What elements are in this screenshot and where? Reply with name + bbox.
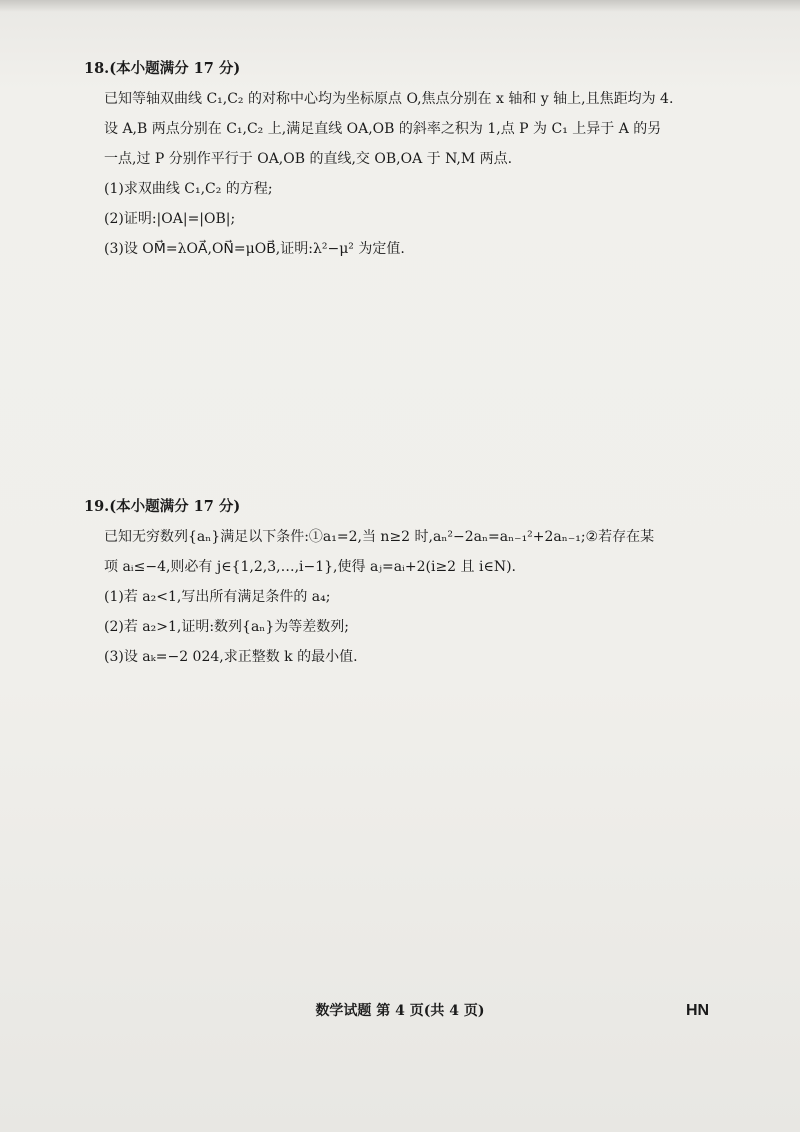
problem-header: 18.(本小题满分 17 分) [84,60,241,77]
problem-19 [84,496,724,668]
footer-region-code: HN [686,1002,710,1019]
sub-question: (2)若 a₂>1,证明:数列{aₙ}为等差数列; [104,619,349,635]
scan-edge-shadow [0,0,800,12]
problem-text-line: 设 A,B 两点分别在 C₁,C₂ 上,满足直线 OA,OB 的斜率之积为 1,点 P 为 C₁ 上异于 A 的另 [104,121,662,137]
problem-text-line: 一点,过 P 分别作平行于 OA,OB 的直线,交 OB,OA 于 N,M 两点. [104,151,513,167]
problem-18 [84,58,724,260]
problem-text-line: 项 aᵢ≤−4,则必有 j∈{1,2,3,…,i−1},使得 aⱼ=aᵢ+2(i≥2 且 i∈N). [104,559,516,575]
page-footer [0,1000,800,1022]
sub-question: (1)求双曲线 C₁,C₂ 的方程; [104,181,273,197]
problem-header: 19.(本小题满分 17 分) [84,498,241,515]
sub-question: (3)设 aₖ=−2 024,求正整数 k 的最小值. [104,649,358,665]
sub-question: (3)设 OM⃗=λOA⃗,ON⃗=μOB⃗,证明:λ²−μ² 为定值. [104,241,405,257]
problem-text-line: 已知无穷数列{aₙ}满足以下条件:①a₁=2,当 n≥2 时,aₙ²−2aₙ=aₙ₋₁²+2aₙ₋₁;②若存在某 [104,529,655,545]
footer-page-info: 数学试题 第 4 页(共 4 页) [315,1003,485,1019]
problem-text-line: 已知等轴双曲线 C₁,C₂ 的对称中心均为坐标原点 O,焦点分别在 x 轴和 y 轴上,且焦距均为 4. [104,91,674,107]
sub-question: (1)若 a₂<1,写出所有满足条件的 a₄; [104,589,331,605]
sub-question: (2)证明:|OA|=|OB|; [104,211,236,227]
